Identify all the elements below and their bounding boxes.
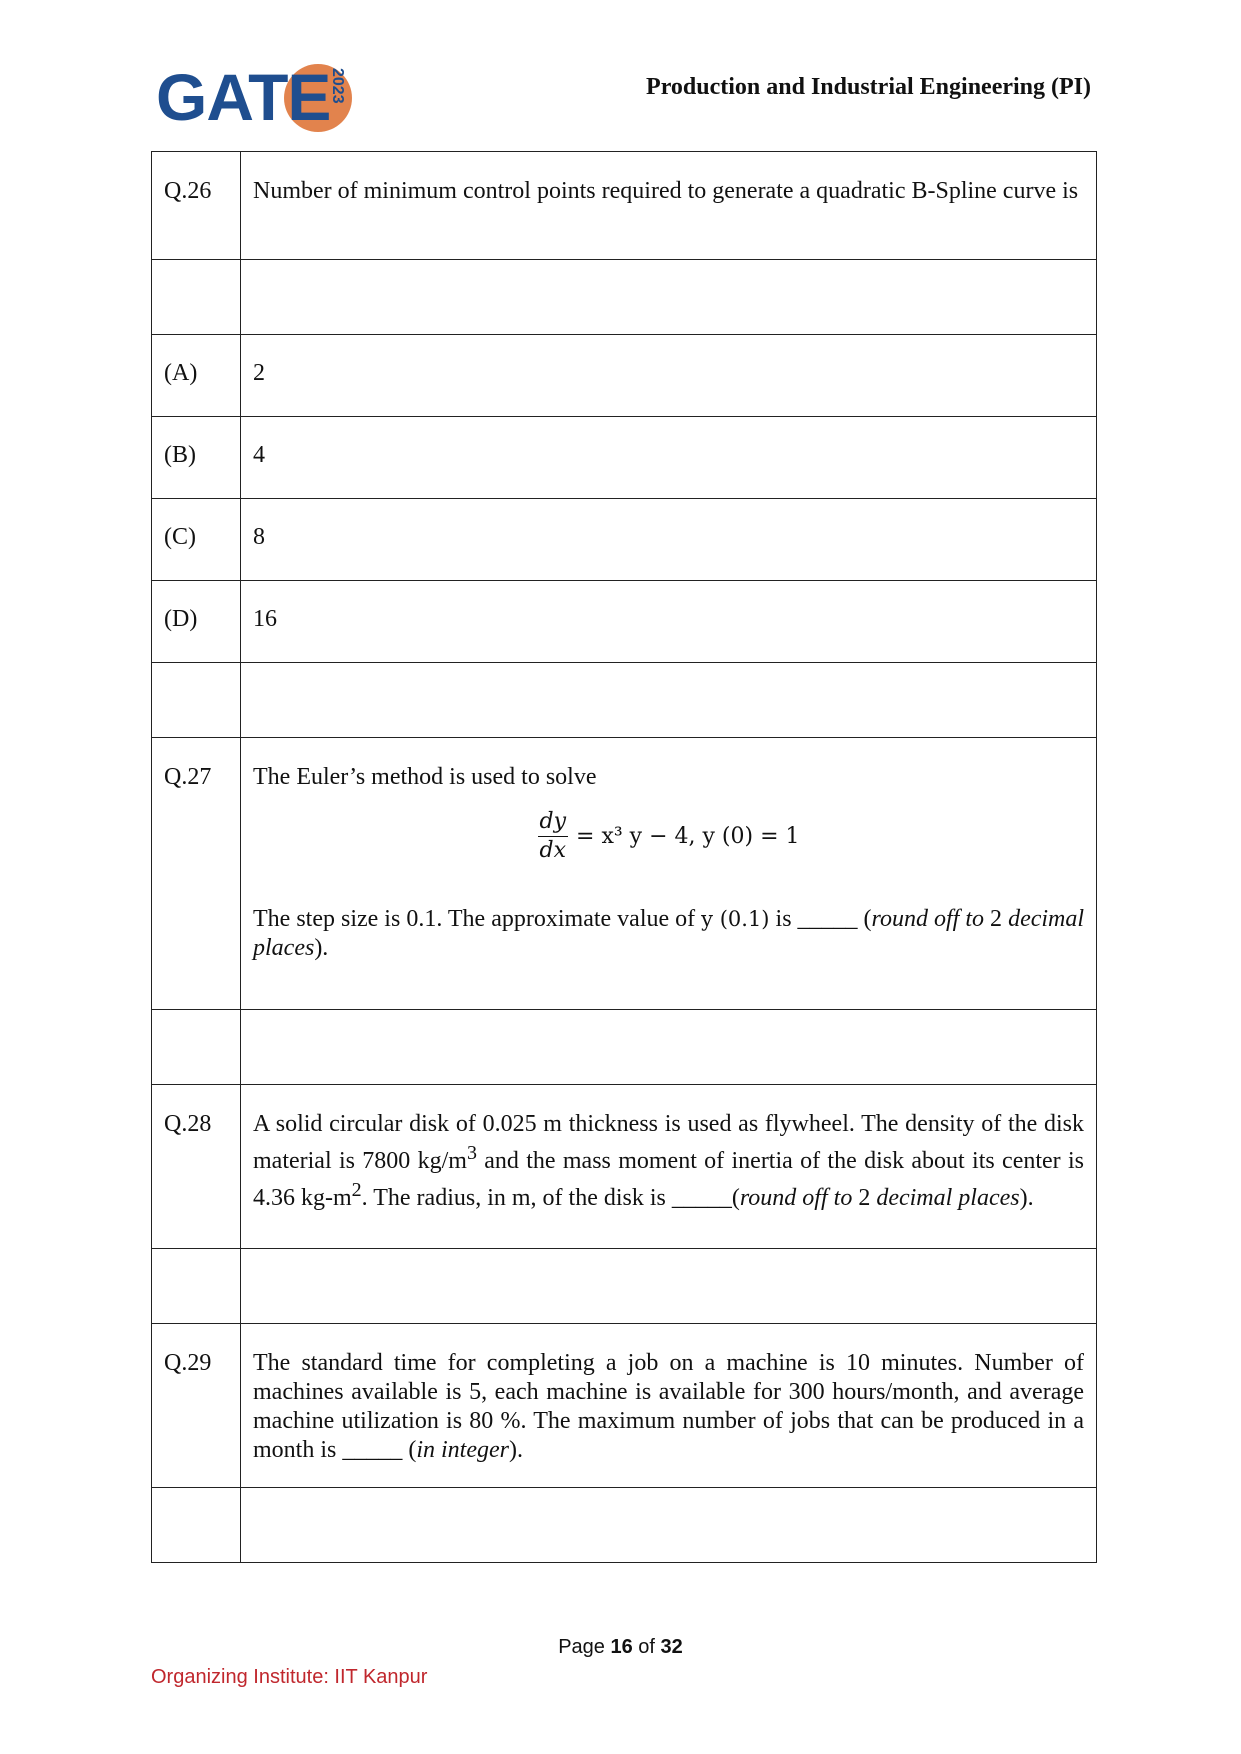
question-text: [241, 1085, 1097, 1249]
italic-text: round off to: [739, 1185, 853, 1211]
italic-text: in integer: [416, 1437, 509, 1463]
text-part: A solid circular disk of 0.025 m thickness is used as flywheel. The density of the disk material is 7800 kg/m: [253, 1111, 1084, 1174]
text-part: and the mass moment of inertia of the disk about its center is 4.36 kg-m: [253, 1148, 1084, 1211]
text-part: . The radius, in m, of the disk is _____(: [361, 1185, 740, 1211]
option-label: (B): [152, 417, 241, 499]
question-body: [241, 738, 1097, 1010]
logo-text: GATE: [156, 60, 331, 134]
page-of: of: [632, 1636, 661, 1658]
spacer-row: [152, 1488, 1097, 1563]
text-part: 2: [984, 906, 1009, 932]
option-value: 16: [241, 581, 1097, 663]
question-row-29: [152, 1324, 1097, 1488]
text-part: is _____ (: [769, 906, 872, 932]
page-prefix: Page: [558, 1636, 611, 1658]
paper-title: Production and Industrial Engineering (PI): [646, 74, 1091, 100]
option-label: (C): [152, 499, 241, 581]
derivative-fraction: [538, 808, 569, 865]
page-total: 32: [660, 1636, 683, 1658]
question-table: [151, 151, 1097, 1563]
math-expression: y (0.1): [701, 907, 770, 931]
fraction-denominator: dx: [539, 838, 566, 863]
italic-text: decimal places: [253, 906, 1085, 961]
option-value: 4: [241, 417, 1097, 499]
text-part: The step size is 0.1. The approximate value of: [253, 906, 702, 932]
option-label: (A): [152, 335, 241, 417]
fraction-numerator: dy: [538, 808, 569, 837]
question-text: [241, 1324, 1097, 1488]
option-row-a: [152, 335, 1097, 417]
equation: [253, 808, 1084, 865]
question-number: Q.27: [152, 738, 241, 1010]
question-text: Number of minimum control points required to generate a quadratic B-Spline curve is: [241, 152, 1097, 260]
spacer-row: [152, 1249, 1097, 1324]
text-part: The standard time for completing a job on a machine is 10 minutes. Number of machines available is 5, each machine is available for 300 hours/month, and average machine utilization is 80 %. The maximum number of jobs that can be produced in a month is _____ (: [253, 1350, 1084, 1463]
question-row-27: [152, 738, 1097, 1010]
text-part: ).: [509, 1437, 523, 1463]
question-row-26: [152, 152, 1097, 260]
question-number: Q.28: [152, 1085, 241, 1249]
text-part: ).: [314, 935, 329, 961]
option-value: 2: [241, 335, 1097, 417]
spacer-row: [152, 1010, 1097, 1085]
question-number: Q.26: [152, 152, 241, 260]
option-row-b: [152, 417, 1097, 499]
option-row-d: [152, 581, 1097, 663]
organizing-institute: Organizing Institute: IIT Kanpur: [151, 1666, 428, 1688]
page-number: [0, 1636, 1241, 1659]
italic-text: decimal places: [876, 1185, 1020, 1211]
italic-text: round off to: [871, 906, 985, 932]
option-row-c: [152, 499, 1097, 581]
equation-rhs: = x³ y − 4, y (0) = 1: [576, 824, 800, 849]
page-current: 16: [610, 1636, 633, 1658]
text-part: 2: [852, 1185, 877, 1211]
option-label: (D): [152, 581, 241, 663]
question-row-28: [152, 1085, 1097, 1249]
option-value: 8: [241, 499, 1097, 581]
question-number: Q.29: [152, 1324, 241, 1488]
gate-2023-logo: [156, 62, 356, 142]
spacer-row: [152, 260, 1097, 335]
superscript: 2: [351, 1179, 362, 1201]
question-text: [253, 905, 1084, 963]
logo-year: 2023: [329, 68, 346, 104]
spacer-row: [152, 663, 1097, 738]
question-intro: The Euler’s method is used to solve: [253, 764, 597, 790]
superscript: 3: [466, 1142, 477, 1164]
text-part: ).: [1019, 1185, 1034, 1211]
